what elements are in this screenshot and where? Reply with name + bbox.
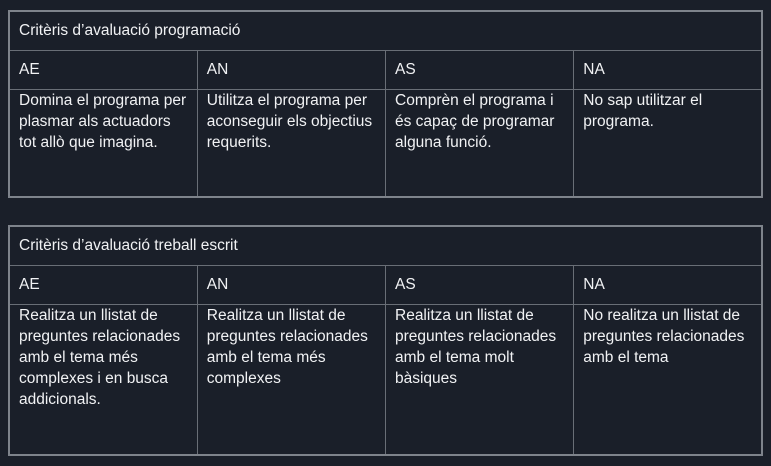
criteria-cell-na: No realitza un llistat de preguntes relacionades amb el tema	[574, 304, 762, 455]
column-header-ae: AE	[9, 50, 197, 89]
table-title-row	[9, 226, 762, 265]
table-title: Critèris d’avaluació treball escrit	[9, 226, 762, 265]
column-header-as: AS	[386, 50, 574, 89]
criteria-cell-as: Comprèn el programa i és capaç de programar alguna funció.	[386, 89, 574, 197]
table-title-row	[9, 11, 762, 50]
rubric-table-programacio	[8, 10, 763, 198]
table-body-row	[9, 304, 762, 455]
column-header-na: NA	[574, 265, 762, 304]
column-header-an: AN	[197, 50, 385, 89]
table-title: Critèris d’avaluació programació	[9, 11, 762, 50]
table-header-row	[9, 265, 762, 304]
criteria-cell-ae: Domina el programa per plasmar als actuadors tot allò que imagina.	[9, 89, 197, 197]
rubric-table-treball-escrit	[8, 225, 763, 456]
column-header-na: NA	[574, 50, 762, 89]
column-header-an: AN	[197, 265, 385, 304]
column-header-as: AS	[386, 265, 574, 304]
criteria-cell-an: Utilitza el programa per aconseguir els objectius requerits.	[197, 89, 385, 197]
criteria-cell-ae: Realitza un llistat de preguntes relacionades amb el tema més complexes i en busca addicionals.	[9, 304, 197, 455]
criteria-cell-na: No sap utilitzar el programa.	[574, 89, 762, 197]
table-body-row	[9, 89, 762, 197]
criteria-cell-as: Realitza un llistat de preguntes relacionades amb el tema molt bàsiques	[386, 304, 574, 455]
table-header-row	[9, 50, 762, 89]
criteria-cell-an: Realitza un llistat de preguntes relacionades amb el tema més complexes	[197, 304, 385, 455]
column-header-ae: AE	[9, 265, 197, 304]
